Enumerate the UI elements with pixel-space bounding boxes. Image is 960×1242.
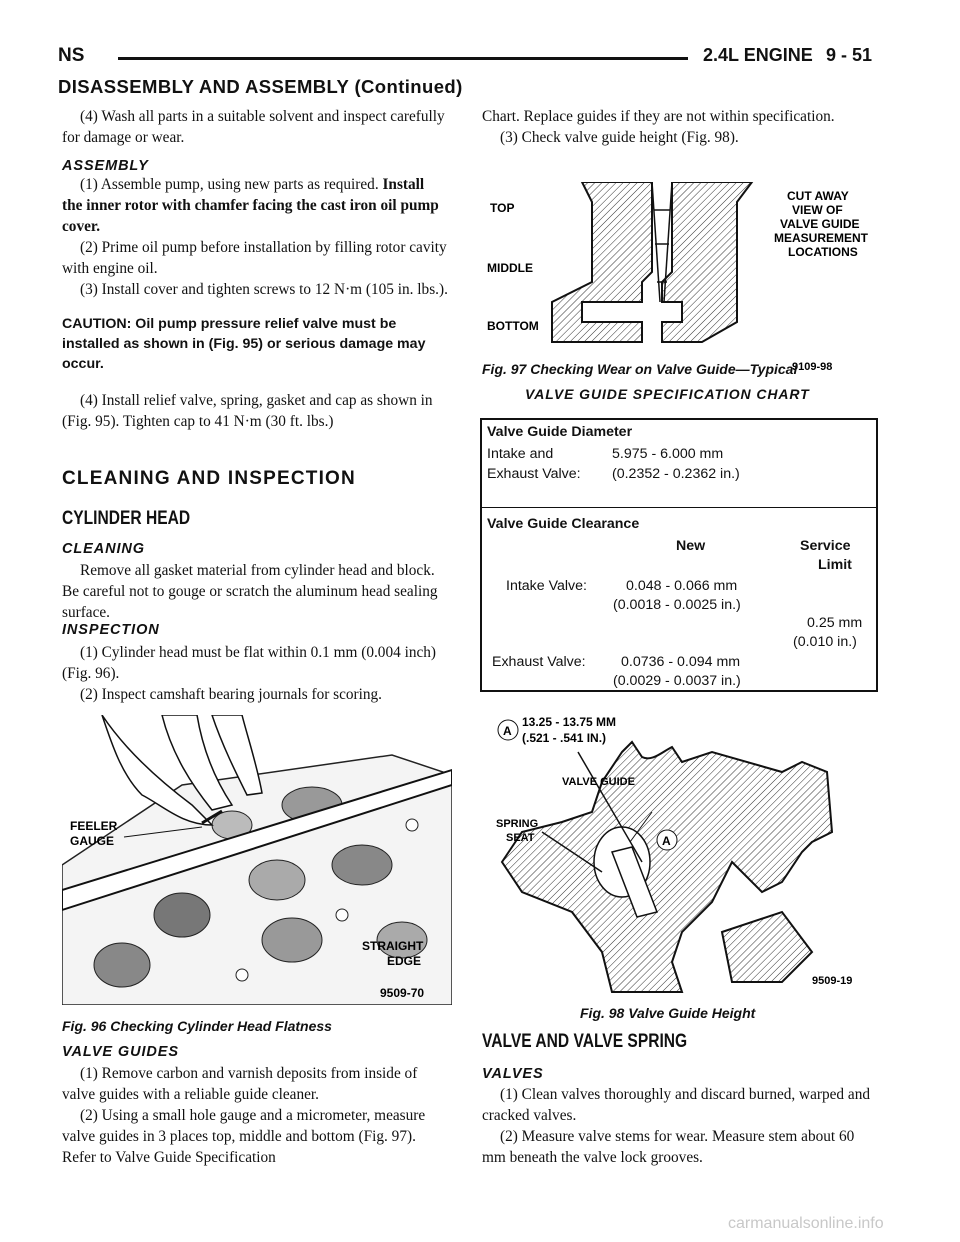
fig98-callout-circle: A — [662, 834, 671, 848]
col-limit: Limit — [818, 557, 852, 573]
valve-guide-height-illustration — [482, 712, 882, 997]
label-middle: MIDDLE — [487, 261, 533, 275]
para-inspection-2: (2) Inspect camshaft bearing journals for scoring. — [80, 686, 383, 703]
heading-inspection: INSPECTION — [62, 622, 160, 638]
fig98-dim-in: (.521 - .541 IN.) — [522, 731, 607, 745]
intake-and-label: Intake and — [487, 446, 554, 462]
para-relief: (4) Install relief valve, spring, gasket and cap as shown in (Fig. 95). Tighten cap to 41 N·m (30 ft. lbs.) — [62, 392, 433, 430]
heading-valve-guides: VALVE GUIDES — [62, 1044, 179, 1060]
figure-96-caption: Fig. 96 Checking Cylinder Head Flatness — [62, 1018, 332, 1034]
clearance-section — [482, 508, 876, 688]
exhaust-mm: 0.0736 - 0.094 mm — [621, 654, 741, 670]
cleaning-block — [62, 560, 448, 623]
para-wash: (4) Wash all parts in a suitable solvent and inspect carefully for damage or wear. — [62, 108, 445, 146]
fig98-callout: A — [503, 724, 512, 738]
diameter-heading: Valve Guide Diameter — [487, 424, 633, 440]
spec-table — [480, 418, 878, 692]
header-left: NS — [58, 45, 85, 66]
exhaust-valve-row-label: Exhaust Valve: — [492, 654, 586, 670]
valve-guides-block — [62, 1063, 448, 1168]
para-assemble — [62, 174, 448, 237]
para-cover: (3) Install cover and tighten screws to 12 N·m (105 in. lbs.). — [80, 281, 448, 298]
note-line-3: VALVE GUIDE — [780, 217, 860, 231]
label-bottom: BOTTOM — [487, 319, 539, 333]
heading-valve-spring: VALVE AND VALVE SPRING — [482, 1031, 688, 1052]
heading-assembly: ASSEMBLY — [62, 158, 149, 174]
label-top: TOP — [490, 201, 515, 215]
para-height: (3) Check valve guide height (Fig. 98). — [500, 129, 739, 146]
note-line-4: MEASUREMENT — [774, 231, 869, 245]
section-title: DISASSEMBLY AND ASSEMBLY (Continued) — [58, 76, 463, 97]
para-cleaning: Remove all gasket material from cylinder head and block. Be careful not to gouge or scratch the aluminum head sealing surface. — [62, 562, 438, 621]
para-chart-cont: Chart. Replace guides if they are not within specification. — [482, 108, 835, 125]
header-rule — [118, 57, 688, 60]
para-vg-1: (1) Remove carbon and varnish deposits from inside of valve guides with a reliable guide cleaner. — [62, 1065, 418, 1103]
exhaust-valve-label: Exhaust Valve: — [487, 466, 581, 482]
table-title: VALVE GUIDE SPECIFICATION CHART — [525, 386, 810, 402]
diameter-section — [482, 420, 876, 508]
inspection-block — [62, 642, 448, 705]
diameter-mm: 5.975 - 6.000 mm — [612, 446, 724, 462]
limit-in: (0.010 in.) — [793, 634, 857, 650]
label-spring: SPRING — [496, 818, 539, 830]
fig97-code: 9109-98 — [792, 361, 833, 373]
diameter-in: (0.2352 - 0.2362 in.) — [612, 466, 740, 482]
exhaust-in: (0.0029 - 0.0037 in.) — [613, 673, 741, 689]
para-vg-2: (2) Using a small hole gauge and a micrometer, measure valve guides in 3 places top, middle and bottom (Fig. 97). Refer to Valve Guide Specification — [62, 1107, 426, 1166]
para-inspection-1: (1) Cylinder head must be flat within 0.1 mm (0.004 inch) (Fig. 96). — [62, 644, 437, 682]
heading-cylinder-head: CYLINDER HEAD — [62, 508, 191, 529]
cylinder-head-illustration — [62, 715, 452, 1005]
right-top-block — [482, 106, 874, 148]
note-line-5: LOCATIONS — [788, 245, 858, 259]
label-edge: EDGE — [387, 954, 422, 968]
para-valves-2: (2) Measure valve stems for wear. Measure stem about 60 mm beneath the valve lock grooves. — [482, 1128, 855, 1166]
clearance-heading: Valve Guide Clearance — [487, 516, 640, 532]
heading-cleaning-inspection: CLEANING AND INSPECTION — [62, 468, 356, 489]
para-valves-1: (1) Clean valves thoroughly and discard burned, warped and cracked valves. — [482, 1086, 870, 1124]
col-service: Service — [800, 538, 851, 554]
fig96-code: 9509-70 — [380, 986, 425, 1000]
caution-note: CAUTION: Oil pump pressure relief valve must be installed as shown in (Fig. 95) or serious damage may occur. — [62, 316, 426, 372]
figure-96 — [62, 715, 452, 1005]
label-gauge: GAUGE — [70, 834, 115, 848]
label-valve-guide: VALVE GUIDE — [562, 776, 635, 788]
note-line-2: VIEW OF — [792, 203, 843, 217]
figure-97 — [482, 182, 882, 377]
figure-97-caption: Fig. 97 Checking Wear on Valve Guide—Typical — [482, 361, 798, 377]
heading-valves: VALVES — [482, 1066, 544, 1082]
intake-mm: 0.048 - 0.066 mm — [626, 578, 738, 594]
valve-guide-cutaway-illustration — [482, 182, 882, 377]
fig98-dim-mm: 13.25 - 13.75 MM — [522, 715, 617, 729]
label-seat: SEAT — [506, 832, 535, 844]
fig98-code: 9509-19 — [812, 975, 853, 987]
intake-valve-label: Intake Valve: — [506, 578, 587, 594]
header-page: 9 - 51 — [826, 45, 873, 65]
intake-in: (0.0018 - 0.0025 in.) — [613, 597, 741, 613]
para-assemble-bold: Install the inner rotor with chamfer facing the cast iron oil pump cover. — [62, 176, 439, 235]
col-new: New — [676, 538, 706, 554]
note-line-1: CUT AWAY — [787, 189, 849, 203]
heading-cleaning: CLEANING — [62, 541, 145, 557]
para-prime: (2) Prime oil pump before installation by filling rotor cavity with engine oil. — [62, 239, 447, 277]
para-assemble-text: (1) Assemble pump, using new parts as required. — [80, 176, 379, 193]
figure-98-caption: Fig. 98 Valve Guide Height — [580, 1005, 756, 1021]
limit-mm: 0.25 mm — [807, 615, 863, 631]
left-column — [62, 106, 448, 432]
header-title: 2.4L ENGINE — [703, 45, 813, 65]
label-feeler: FEELER — [70, 819, 118, 833]
figure-98 — [482, 712, 882, 997]
watermark: carmanualsonline.info — [728, 1215, 884, 1232]
label-straight: STRAIGHT — [362, 939, 424, 953]
valves-block — [482, 1084, 874, 1168]
